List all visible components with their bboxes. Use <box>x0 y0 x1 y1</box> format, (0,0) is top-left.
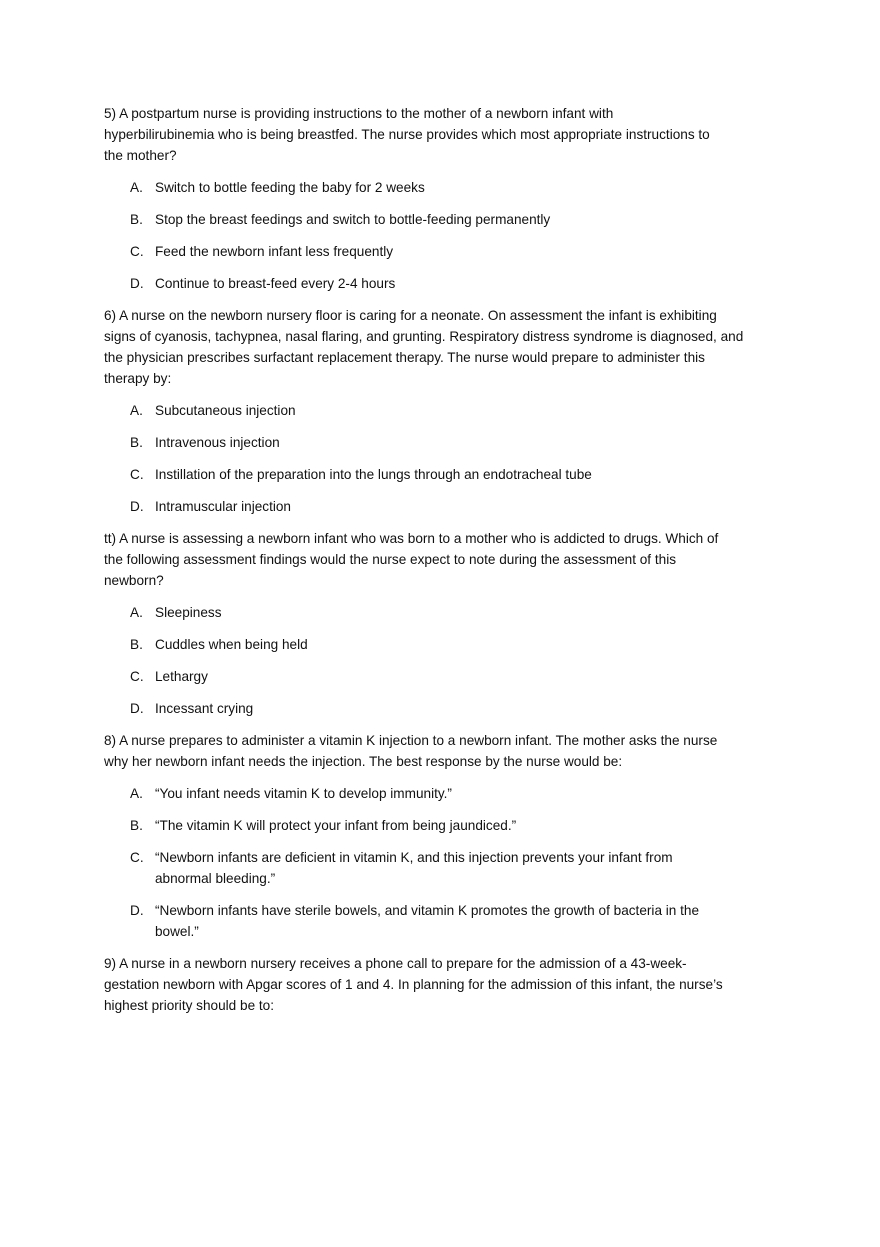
text-line: abnormal bleeding.” <box>155 871 276 886</box>
text-line: bowel.” <box>155 924 199 939</box>
option-text <box>155 847 673 889</box>
text-line: Continue to breast-feed every 2-4 hours <box>155 276 396 291</box>
option-letter: B. <box>130 435 143 450</box>
text-line: “Newborn infants have sterile bowels, and vitamin K promotes the growth of bacteria in the <box>155 903 700 918</box>
option-letter: D. <box>130 499 144 514</box>
answer-option <box>104 496 794 517</box>
answer-option <box>104 273 794 294</box>
option-letter: C. <box>130 467 144 482</box>
option-text <box>155 177 425 198</box>
option-text <box>155 400 296 421</box>
text-line: tt) A nurse is assessing a newborn infant who was born to a mother who is addicted to drugs. Which of <box>104 531 719 546</box>
option-letter: D. <box>130 701 144 716</box>
option-text <box>155 900 699 942</box>
option-text <box>155 273 395 294</box>
text-line: highest priority should be to: <box>104 998 275 1013</box>
question-text <box>104 730 794 772</box>
text-line: “Newborn infants are deficient in vitamin K, and this injection prevents your infant from <box>155 850 673 865</box>
option-letter: D. <box>130 903 144 918</box>
option-letter: B. <box>130 212 143 227</box>
document-page <box>104 103 794 1016</box>
answer-option <box>104 464 794 485</box>
option-letter: A. <box>130 180 143 195</box>
option-text <box>155 209 550 230</box>
text-line: the physician prescribes surfactant replacement therapy. The nurse would prepare to administer this <box>104 350 705 365</box>
text-line: Sleepiness <box>155 605 222 620</box>
answer-option <box>104 400 794 421</box>
option-letter: A. <box>130 403 143 418</box>
answer-option <box>104 847 794 889</box>
option-letter: D. <box>130 276 144 291</box>
text-line: signs of cyanosis, tachypnea, nasal flaring, and grunting. Respiratory distress syndrome is diagnosed, and <box>104 329 744 344</box>
answer-option <box>104 432 794 453</box>
text-line: Cuddles when being held <box>155 637 308 652</box>
answer-option <box>104 698 794 719</box>
text-line: why her newborn infant needs the injection. The best response by the nurse would be: <box>104 754 623 769</box>
text-line: Incessant crying <box>155 701 254 716</box>
question-text <box>104 953 794 1016</box>
text-line: Switch to bottle feeding the baby for 2 weeks <box>155 180 425 195</box>
option-text <box>155 464 592 485</box>
option-letter: B. <box>130 818 143 833</box>
option-text <box>155 815 516 836</box>
text-line: “You infant needs vitamin K to develop immunity.” <box>155 786 452 801</box>
option-text <box>155 602 222 623</box>
answer-option <box>104 783 794 804</box>
question-text <box>104 528 794 591</box>
question-text <box>104 305 794 389</box>
option-text <box>155 241 393 262</box>
answer-option <box>104 634 794 655</box>
option-letter: A. <box>130 605 143 620</box>
text-line: 6) A nurse on the newborn nursery floor is caring for a neonate. On assessment the infant is exhibiting <box>104 308 717 323</box>
option-letter: C. <box>130 244 144 259</box>
text-line: 5) A postpartum nurse is providing instructions to the mother of a newborn infant with <box>104 106 614 121</box>
option-letter: A. <box>130 786 143 801</box>
text-line: therapy by: <box>104 371 172 386</box>
text-line: Subcutaneous injection <box>155 403 296 418</box>
text-line: Feed the newborn infant less frequently <box>155 244 394 259</box>
answer-option <box>104 666 794 687</box>
text-line: Stop the breast feedings and switch to bottle-feeding permanently <box>155 212 551 227</box>
answer-option <box>104 209 794 230</box>
answer-option <box>104 900 794 942</box>
option-text <box>155 783 452 804</box>
text-line: Lethargy <box>155 669 208 684</box>
text-line: gestation newborn with Apgar scores of 1 and 4. In planning for the admission of this infant, the nurse’s <box>104 977 723 992</box>
text-line: hyperbilirubinemia who is being breastfed. The nurse provides which most appropriate instructions to <box>104 127 710 142</box>
answer-option <box>104 241 794 262</box>
option-letter: C. <box>130 669 144 684</box>
option-letter: C. <box>130 850 144 865</box>
text-line: the mother? <box>104 148 177 163</box>
option-text <box>155 666 208 687</box>
text-line: Intravenous injection <box>155 435 280 450</box>
text-line: newborn? <box>104 573 164 588</box>
text-line: 8) A nurse prepares to administer a vitamin K injection to a newborn infant. The mother asks the nurse <box>104 733 718 748</box>
option-text <box>155 496 291 517</box>
text-line: “The vitamin K will protect your infant from being jaundiced.” <box>155 818 517 833</box>
text-line: Instillation of the preparation into the lungs through an endotracheal tube <box>155 467 592 482</box>
text-line: 9) A nurse in a newborn nursery receives a phone call to prepare for the admission of a 43-week- <box>104 956 687 971</box>
answer-option <box>104 815 794 836</box>
text-line: Intramuscular injection <box>155 499 291 514</box>
option-text <box>155 432 280 453</box>
question-text <box>104 103 794 166</box>
option-letter: B. <box>130 637 143 652</box>
answer-option <box>104 177 794 198</box>
answer-option <box>104 602 794 623</box>
text-line: the following assessment findings would the nurse expect to note during the assessment of this <box>104 552 677 567</box>
option-text <box>155 698 253 719</box>
option-text <box>155 634 308 655</box>
